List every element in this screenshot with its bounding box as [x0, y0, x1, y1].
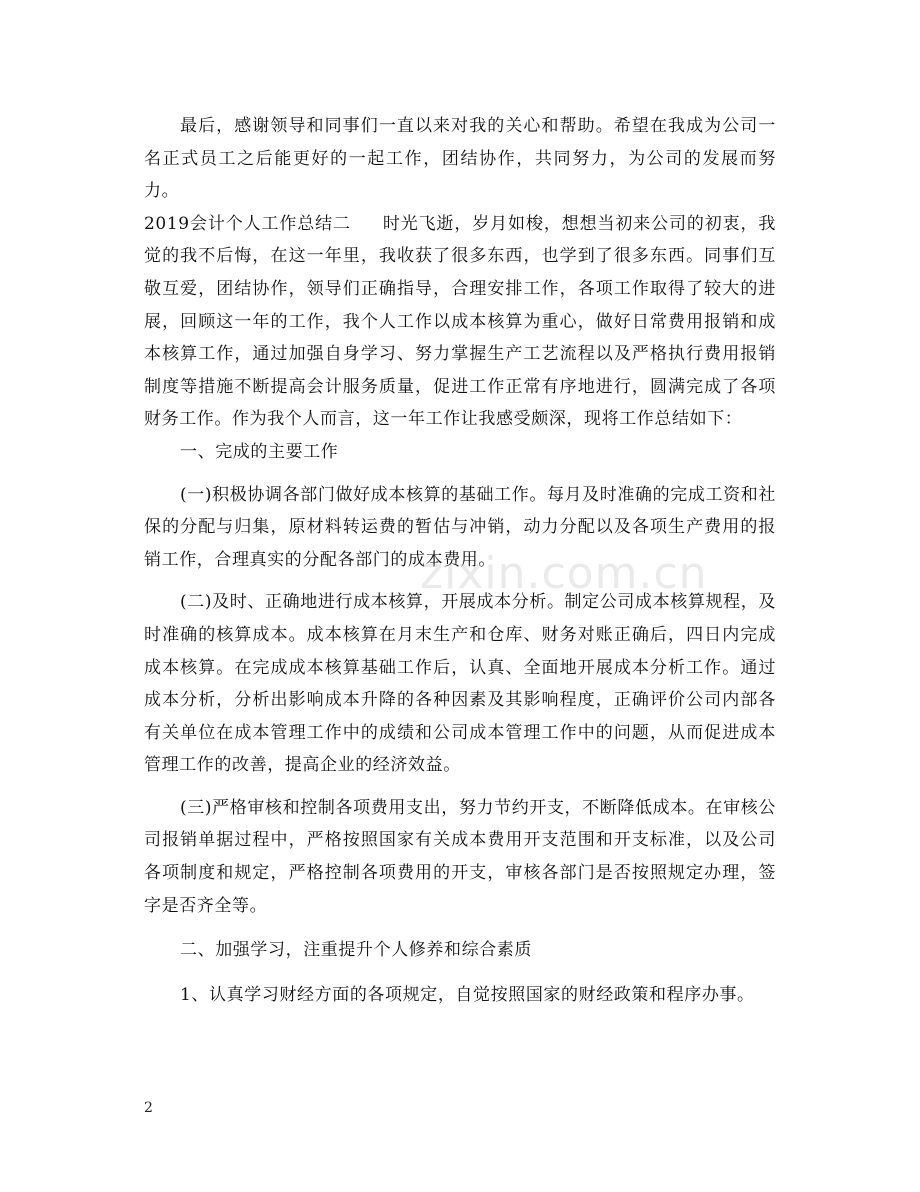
- closing-paragraph: 最后，感谢领导和同事们一直以来对我的关心和帮助。希望在我成为公司一名正式员工之后能更好的一起工作，团结协作，共同努力，为公司的发展而努力。: [144, 116, 776, 202]
- document-body: [144, 110, 776, 1011]
- section-title: 2019会计个人工作总结二: [144, 213, 351, 234]
- watermark: zixin.com.cn: [420, 548, 708, 599]
- heading-main-work: 一、完成的主要工作: [180, 441, 339, 462]
- paragraph-item-2: (二)及时、正确地进行成本核算，开展成本分析。制定公司成本核算规程，及时准确的核算成本。成本核算在月末生产和仓库、财务对账正确后，四日内完成成本核算。在完成成本核算基础工作后，认真、全面地开展成本分析工作。通过成本分析，分析出影响成本升降的各种因素及其影响程度，正确评价公司内部各有关单位在成本管理工作中的成绩和公司成本管理工作中的问题，从而促进成本管理工作的改善，提高企业的经济效益。: [144, 592, 776, 776]
- heading-study: 二、加强学习，注重提升个人修养和综合素质: [180, 940, 532, 961]
- paragraph-item-1: (一)积极协调各部门做好成本核算的基础工作。每月及时准确的完成工资和社保的分配与归集，原材料转运费的暂估与冲销，动力分配以及各项生产费用的报销工作，合理真实的分配各部门的成本费用。: [144, 484, 776, 570]
- paragraph-item-3: (三)严格审核和控制各项费用支出，努力节约开支，不断降低成本。在审核公司报销单据过程中，严格按照国家有关成本费用开支范围和开支标准，以及公司各项制度和规定，严格控制各项费用的开支，审核各部门是否按照规定办理，签字是否齐全等。: [144, 797, 776, 916]
- summary-intro-paragraph: [144, 208, 776, 436]
- paragraph-study-1: 1、认真学习财经方面的各项规定，自觉按照国家的财经政策和程序办事。: [180, 984, 755, 1005]
- summary-intro-text: 时光飞逝，岁月如梭，想想当初来公司的初衷，我觉的我不后悔，在这一年里，我收获了很多东西，也学到了很多东西。同事们互敬互爱，团结协作，领导们正确指导，合理安排工作，各项工作取得了较大的进展，回顾这一年的工作，我个人工作以成本核算为重心，做好日常费用报销和成本核算工作，通过加强自身学习、努力掌握生产工艺流程以及严格执行费用报销制度等措施不断提高会计服务质量，促进工作正常有序地进行，圆满完成了各项财务工作。作为我个人而言，这一年工作让我感受颇深，现将工作总结如下：: [144, 213, 776, 430]
- page-number: 2: [144, 1100, 153, 1116]
